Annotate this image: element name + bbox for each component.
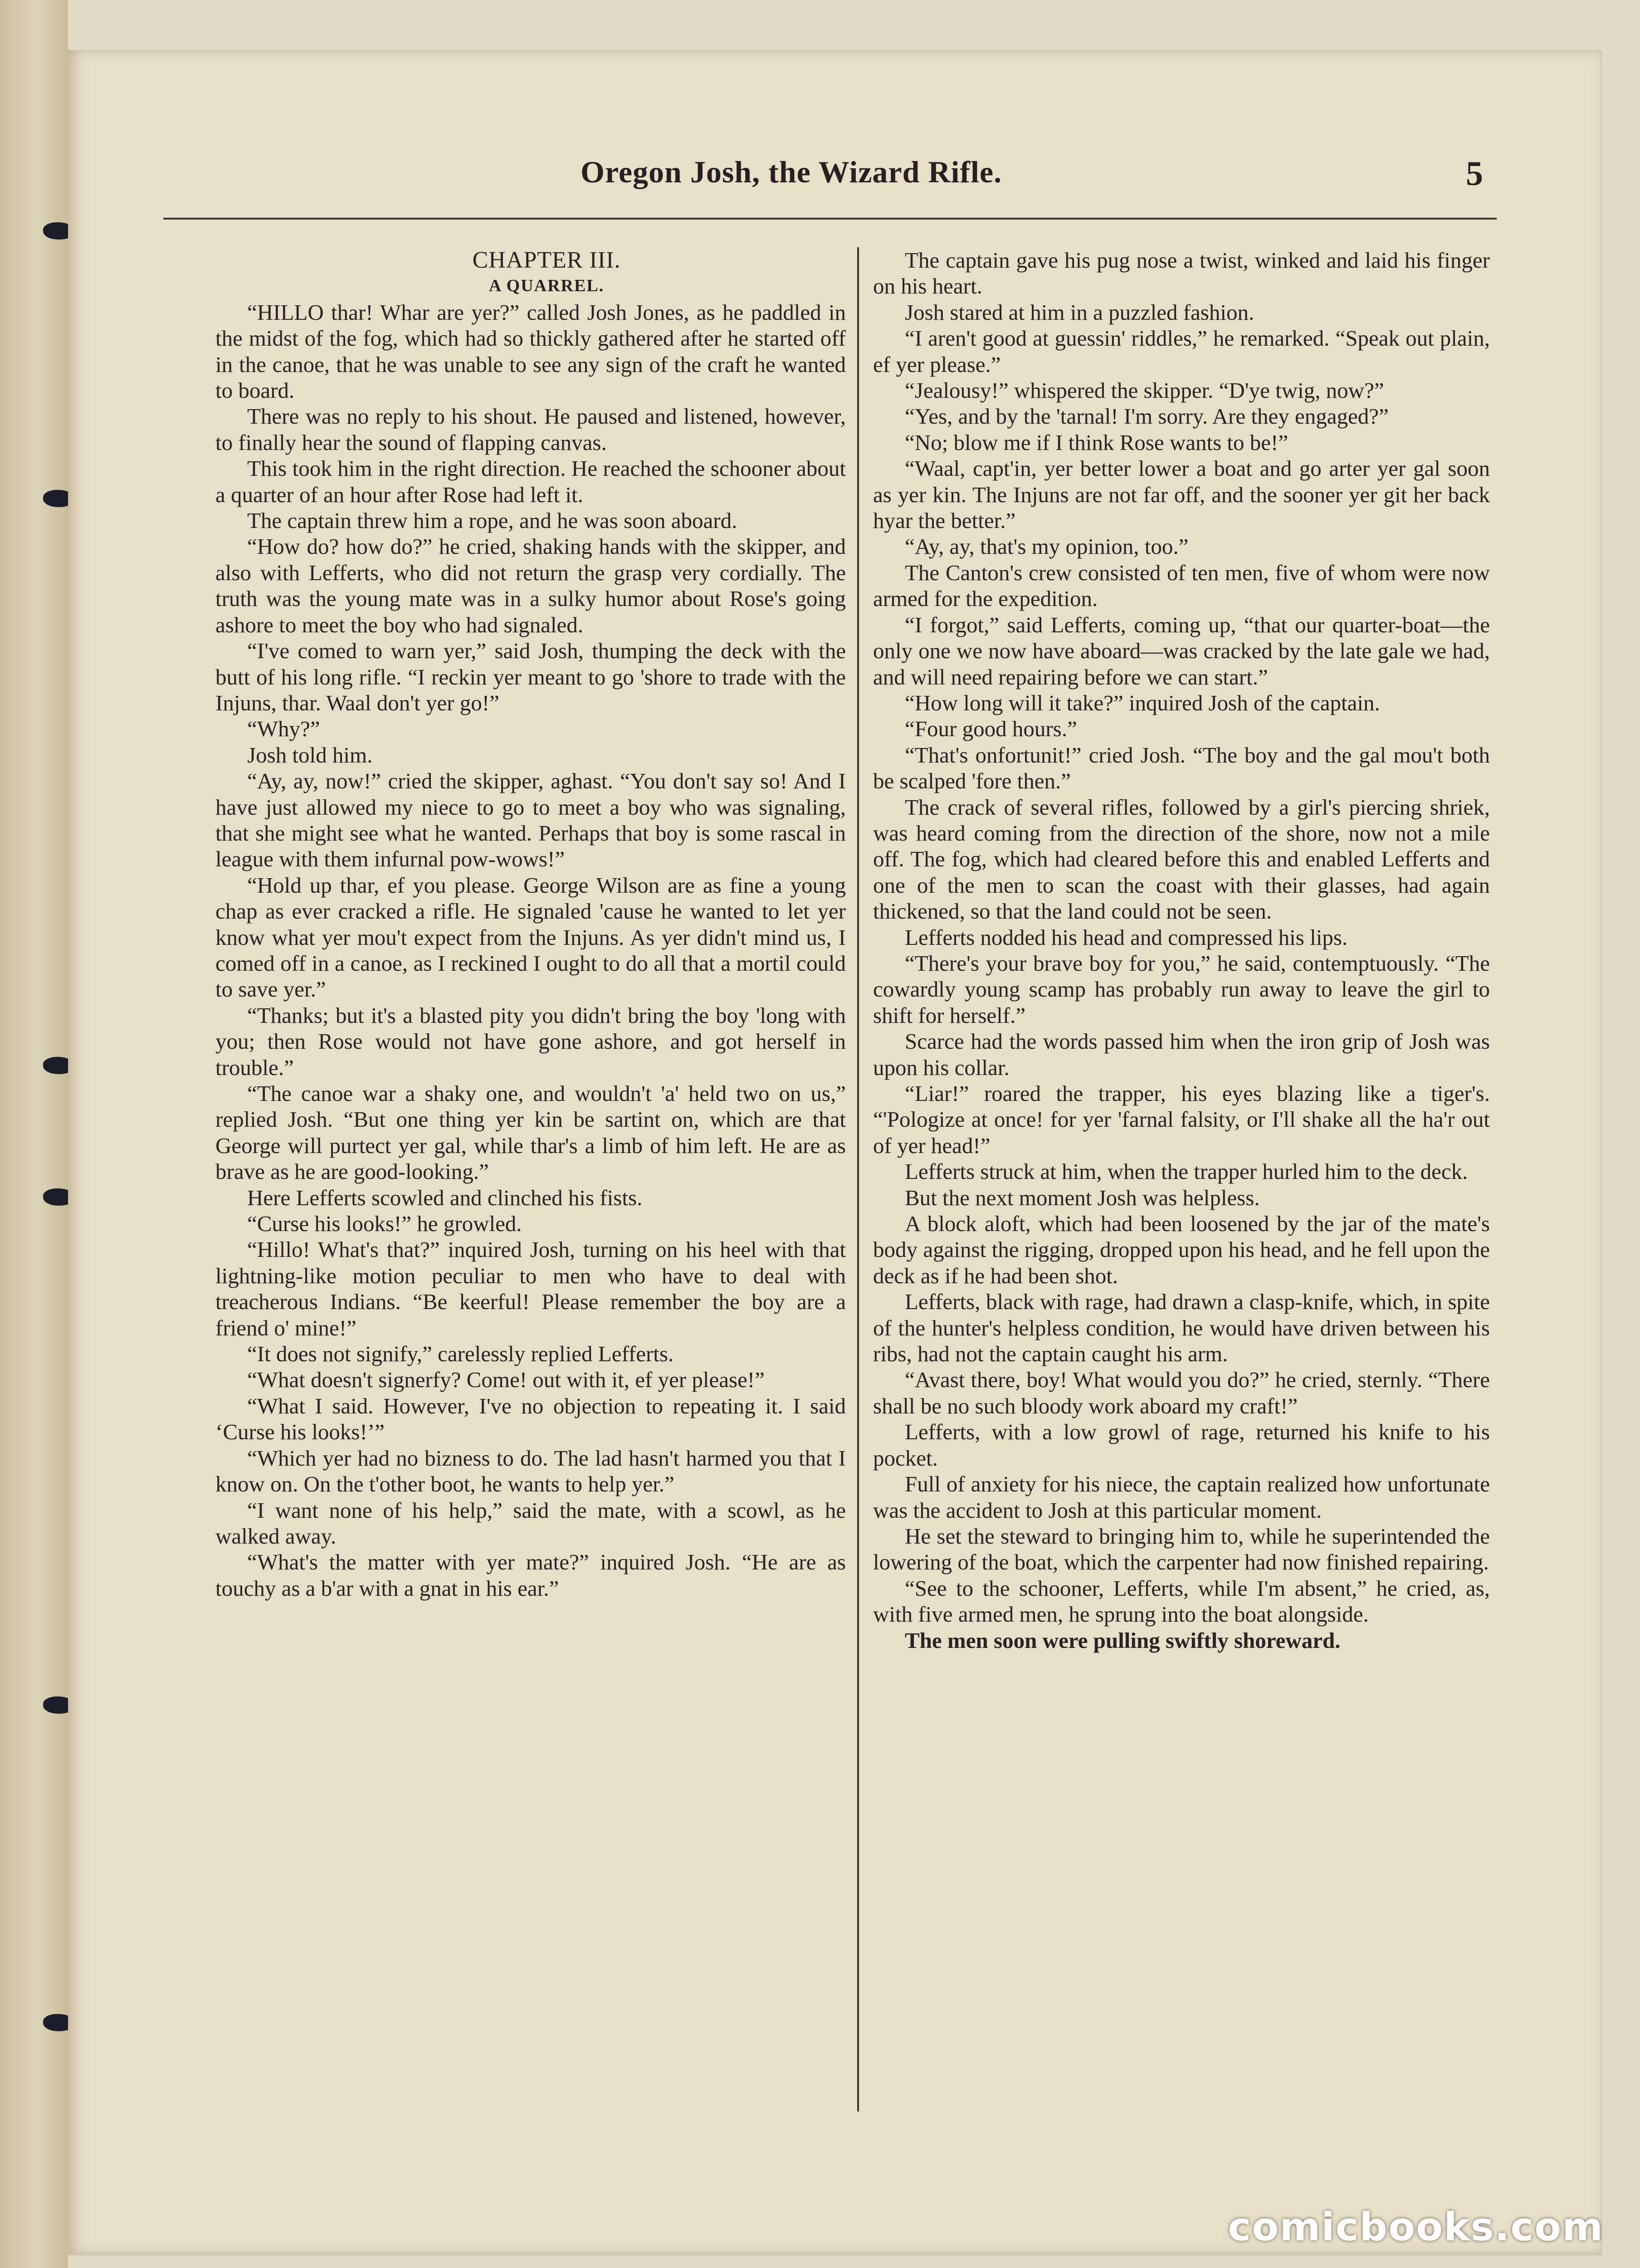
paragraph: Josh stared at him in a puzzled fashion. [905, 299, 1254, 325]
paragraph: “The canoe war a shaky one, and wouldn't 'a' held two on us,” replied Josh. “But one thing yer kin be sartint on, which are that George will purtect yer gal, while thar's a limb of him left. He are as brave as he are good-looking.” [215, 1081, 846, 1184]
paragraph: “Yes, and by the 'tarnal! I'm sorry. Are they engaged?” [905, 404, 1389, 429]
paragraph: There was no reply to his shout. He paused and listened, however, to finally hear the sound of flapping canvas. [215, 404, 846, 455]
paragraph: “That's onfortunit!” cried Josh. “The boy and the gal mou't both be scalped 'fore then.” [873, 742, 1490, 794]
paragraph: This took him in the right direction. He reached the schooner about a quarter of an hour after Rose had left it. [215, 456, 846, 507]
paragraph: “Jealousy!” whispered the skipper. “D'ye twig, now?” [905, 378, 1384, 403]
paragraph: Lefferts, with a low growl of rage, returned his knife to his pocket. [873, 1419, 1490, 1471]
paragraph: “Avast there, boy! What would you do?” he cried, sternly. “There shall be no such bloody work aboard my craft!” [873, 1367, 1490, 1418]
paragraph: “Hillo! What's that?” inquired Josh, turning on his heel with that lightning-like motion peculiar to men who have to deal with treacherous Indians. “Be keerful! Please remember the boy are a friend o' mine!” [215, 1237, 846, 1340]
paragraph: “See to the schooner, Lefferts, while I'm absent,” he cried, as, with five armed men, he sprung into the boat alongside. [873, 1575, 1490, 1627]
paragraph: “Which yer had no bizness to do. The lad hasn't harmed you that I know on. On the t'other boot, he wants to help yer.” [215, 1445, 846, 1497]
paragraph: The captain threw him a rope, and he was soon aboard. [247, 508, 737, 533]
paragraph: “It does not signify,” carelessly replied Lefferts. [247, 1341, 674, 1367]
paragraph: The crack of several rifles, followed by a girl's piercing shriek, was heard coming from the direction of the shore, now not a mile off. The fog, which had cleared before this and enabled Lefferts and one of the men to scan the coast with their glasses, had again thickened, so that the land could not be seen. [873, 794, 1490, 924]
paragraph: “No; blow me if I think Rose wants to be!” [905, 430, 1289, 455]
paragraph: “How do? how do?” he cried, shaking hands with the skipper, and also with Lefferts, who did not return the grasp very cordially. The truth was the young mate was in a sulky humor about Rose's going ashore to meet the boy who had signaled. [215, 534, 846, 637]
paragraph: But the next moment Josh was helpless. [905, 1185, 1260, 1210]
paragraph: “Thanks; but it's a blasted pity you didn't bring the boy 'long with you; then Rose would not have gone ashore, and got herself in trouble.” [215, 1002, 846, 1080]
paragraph: The Canton's crew consisted of ten men, five of whom were now armed for the expedition. [873, 560, 1490, 611]
paragraph: “I aren't good at guessin' riddles,” he remarked. “Speak out plain, ef yer please.” [873, 326, 1490, 377]
paragraph: “Curse his looks!” he growled. [247, 1211, 522, 1237]
paragraph: The captain gave his pug nose a twist, winked and laid his finger on his heart. [873, 248, 1490, 299]
left-column [215, 247, 846, 2112]
running-title: Oregon Josh, the Wizard Rifle. [581, 155, 1002, 189]
paragraph: “Hold up thar, ef you please. George Wilson are as fine a young chap as ever cracked a rifle. He signaled 'cause he wanted to let yer know what yer mou't expect from the Injuns. As yer didn't mind us, I comed off in a canoe, as I reckined I ought to do all that a mortil could to save yer.” [215, 872, 846, 1002]
paragraph: Here Lefferts scowled and clinched his fists. [247, 1185, 643, 1210]
right-column [873, 247, 1490, 2112]
paragraph: He set the steward to bringing him to, while he superintended the lowering of the boat, which the carpenter had now finished repairing. [873, 1523, 1490, 1575]
watermark: comicbooks.com [1228, 2204, 1604, 2250]
paragraph: Lefferts, black with rage, had drawn a clasp-knife, which, in spite of the hunter's helpless condition, he would have driven between his ribs, had not the captain caught his arm. [873, 1289, 1490, 1367]
paragraph: “Four good hours.” [905, 716, 1077, 742]
paragraph: Josh told him. [247, 742, 373, 767]
paragraph: Lefferts nodded his head and compressed his lips. [905, 924, 1348, 950]
page-header [163, 113, 1497, 213]
header-rule [163, 218, 1497, 220]
paragraph: Full of anxiety for his niece, the captain realized how unfortunate was the accident to Josh at this particular moment. [873, 1471, 1490, 1523]
paragraph: A block aloft, which had been loosened by the jar of the mate's body against the rigging, dropped upon his head, and he fell upon the deck as if he had been shot. [873, 1211, 1490, 1288]
paragraph: “I forgot,” said Lefferts, coming up, “that our quarter-boat—the only one we now have aboard—was cracked by the late gale we had, and will need repairing before we can start.” [873, 612, 1490, 689]
paragraph: “I've comed to warn yer,” said Josh, thumping the deck with the butt of his long rifle. “I reckin yer meant to go 'shore to trade with the Injuns, thar. Waal don't yer go!” [215, 638, 846, 715]
paragraph: “HILLO thar! Whar are yer?” called Josh Jones, as he paddled in the midst of the fog, which had so thickly gathered after he started off in the canoe, that he was unable to see any sign of the craft he wanted to board. [215, 299, 846, 403]
chapter-title: CHAPTER III. [472, 247, 621, 273]
paragraph: Scarce had the words passed him when the iron grip of Josh was upon his collar. [873, 1029, 1490, 1080]
paragraph: “There's your brave boy for you,” he said, contemptuously. “The cowardly young scamp has probably run away to leave the girl to shift for herself.” [873, 950, 1490, 1028]
paragraph: “What doesn't signerfy? Come! out with it, ef yer please!” [247, 1367, 765, 1393]
page-number: 5 [1466, 155, 1483, 193]
paragraph: “I want none of his help,” said the mate, with a scowl, as he walked away. [215, 1497, 846, 1549]
paragraph: The men soon were pulling swiftly shoreward. [905, 1628, 1341, 1653]
paragraph: “How long will it take?” inquired Josh of the captain. [905, 690, 1380, 715]
paragraph: “Ay, ay, now!” cried the skipper, aghast. “You don't say so! And I have just allowed my niece to go to meet a boy who was signaling, that she might see what he wanted. Perhaps that boy is some rascal in league with them infurnal pow-wows!” [215, 768, 846, 872]
paragraph: “What's the matter with yer mate?” inquired Josh. “He are as touchy as a b'ar with a gnat in his ear.” [215, 1549, 846, 1601]
book-spine [0, 0, 68, 2268]
chapter-subtitle: A QUARREL. [488, 276, 605, 296]
paragraph: Lefferts struck at him, when the trapper hurled him to the deck. [905, 1159, 1468, 1184]
column-divider [857, 247, 859, 2112]
paragraph: “What I said. However, I've no objection to repeating it. I said ‘Curse his looks!’” [215, 1393, 846, 1445]
paragraph: “Why?” [247, 716, 320, 742]
paragraph: “Waal, capt'in, yer better lower a boat and go arter yer gal soon as yer kin. The Injuns are not far off, and the sooner yer git her back hyar the better.” [873, 456, 1490, 533]
paragraph: “Ay, ay, that's my opinion, too.” [905, 534, 1189, 559]
paragraph: “Liar!” roared the trapper, his eyes blazing like a tiger's. “'Pologize at once! for yer 'farnal falsity, or I'll shake all the ha'r out of yer head!” [873, 1081, 1490, 1158]
